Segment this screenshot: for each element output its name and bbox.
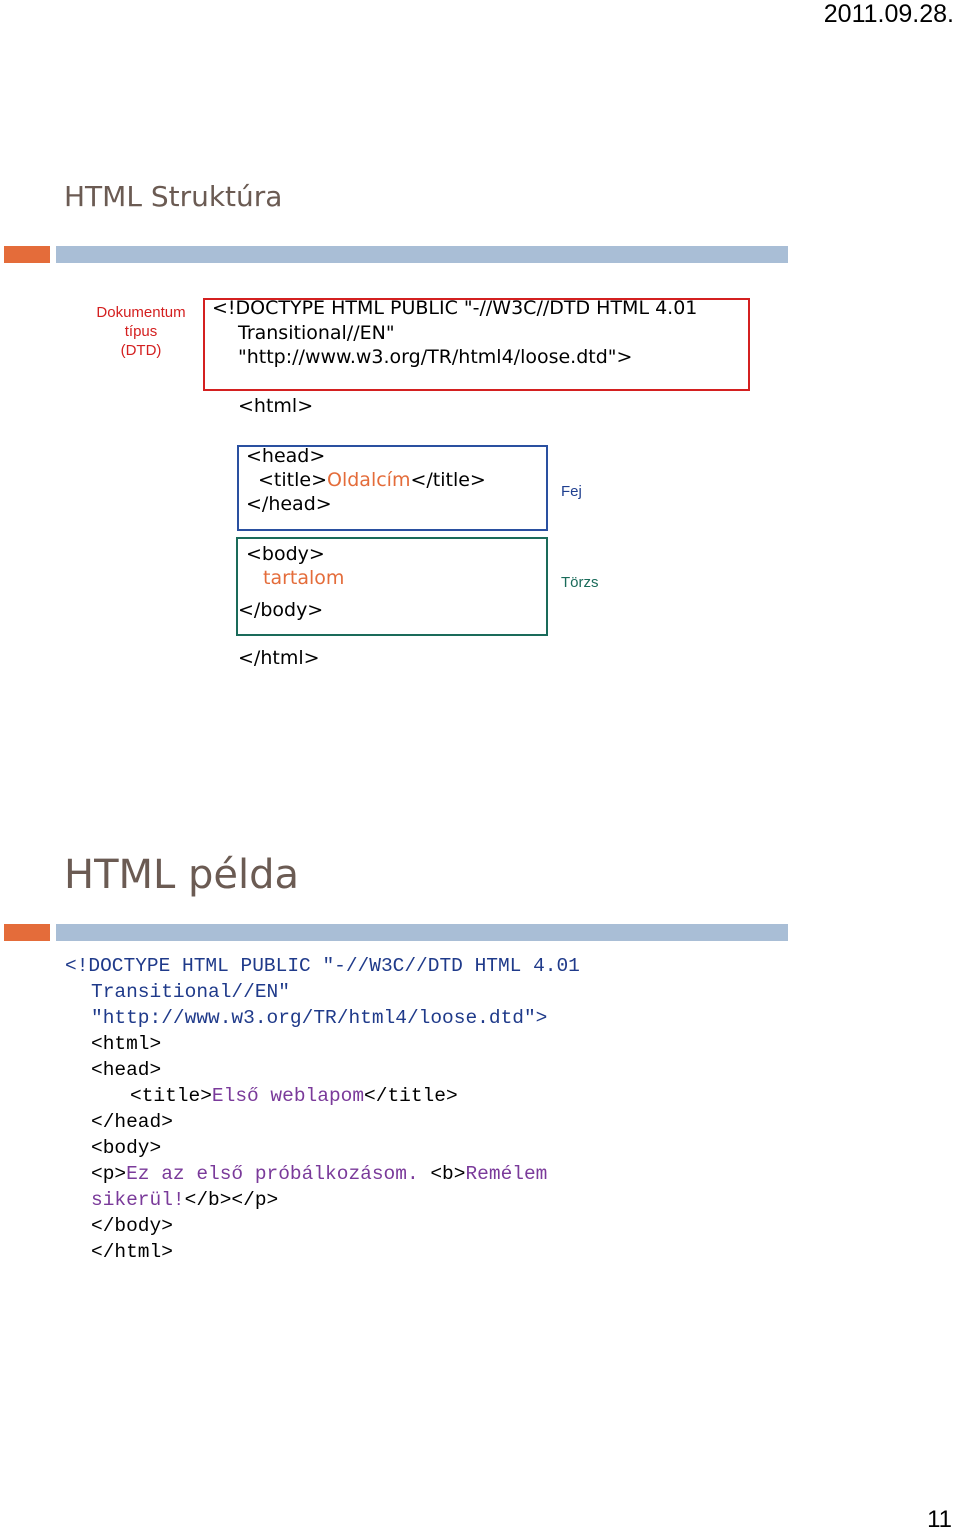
code-line [130, 1085, 458, 1107]
dtd-label-line: (DTD) [120, 342, 162, 359]
divider-orange-segment [4, 246, 50, 263]
code-tag: <p> [91, 1163, 127, 1185]
doctype-line: "http://www.w3.org/TR/html4/loose.dtd"> [238, 346, 633, 368]
code-line: <body> [91, 1137, 162, 1159]
body-open-tag: <body> [246, 543, 325, 565]
divider-blue-segment [56, 924, 788, 941]
doctype-line: Transitional//EN" [238, 322, 395, 344]
doctype-line: <!DOCTYPE HTML PUBLIC "-//W3C//DTD HTML 4.01 [212, 297, 698, 319]
code-line: </head> [91, 1111, 173, 1133]
date-stamp: 2011.09.28. [823, 0, 954, 28]
body-close-tag: </body> [238, 599, 324, 621]
code-tag: <title> [130, 1085, 212, 1107]
head-close-tag: </head> [246, 493, 332, 515]
code-line: "http://www.w3.org/TR/html4/loose.dtd"> [91, 1007, 548, 1029]
code-line: </body> [91, 1215, 173, 1237]
divider-orange-segment [4, 924, 50, 941]
page-number: 11 [927, 1506, 952, 1533]
code-tag: </title> [364, 1085, 458, 1107]
title-line [258, 469, 486, 491]
code-text: Első weblapom [211, 1085, 365, 1107]
dtd-label [86, 303, 196, 360]
body-content: tartalom [263, 567, 345, 589]
title-open-tag: <title> [258, 469, 327, 491]
head-label: Fej [561, 483, 582, 500]
code-line: <head> [91, 1059, 162, 1081]
code-text: Remélem [465, 1163, 548, 1185]
title-divider-bar [4, 924, 788, 941]
body-label: Törzs [561, 574, 599, 591]
code-tag: </b></p> [184, 1189, 279, 1211]
code-text: Ez az első próbálkozásom. [126, 1163, 431, 1185]
title-value: Oldalcím [327, 469, 411, 491]
code-line: Transitional//EN" [91, 981, 290, 1003]
divider-blue-segment [56, 246, 788, 263]
code-line: <html> [91, 1033, 162, 1055]
slide-title-structure: HTML Struktúra [64, 180, 283, 213]
head-open-tag: <head> [246, 445, 326, 467]
dtd-label-line: Dokumentum [96, 304, 186, 321]
code-line [91, 1189, 278, 1211]
dtd-label-line: típus [124, 323, 158, 340]
code-line: </html> [91, 1241, 173, 1263]
code-tag: <b> [430, 1163, 466, 1185]
html-close-tag: </html> [238, 647, 320, 669]
title-divider-bar [4, 246, 788, 263]
html-open-tag: <html> [238, 395, 314, 417]
code-line [91, 1163, 547, 1185]
slide-title-example: HTML példa [64, 852, 300, 898]
code-line: <!DOCTYPE HTML PUBLIC "-//W3C//DTD HTML 4.01 [65, 955, 580, 977]
code-text: sikerül! [91, 1189, 185, 1211]
title-close-tag: </title> [410, 469, 486, 491]
